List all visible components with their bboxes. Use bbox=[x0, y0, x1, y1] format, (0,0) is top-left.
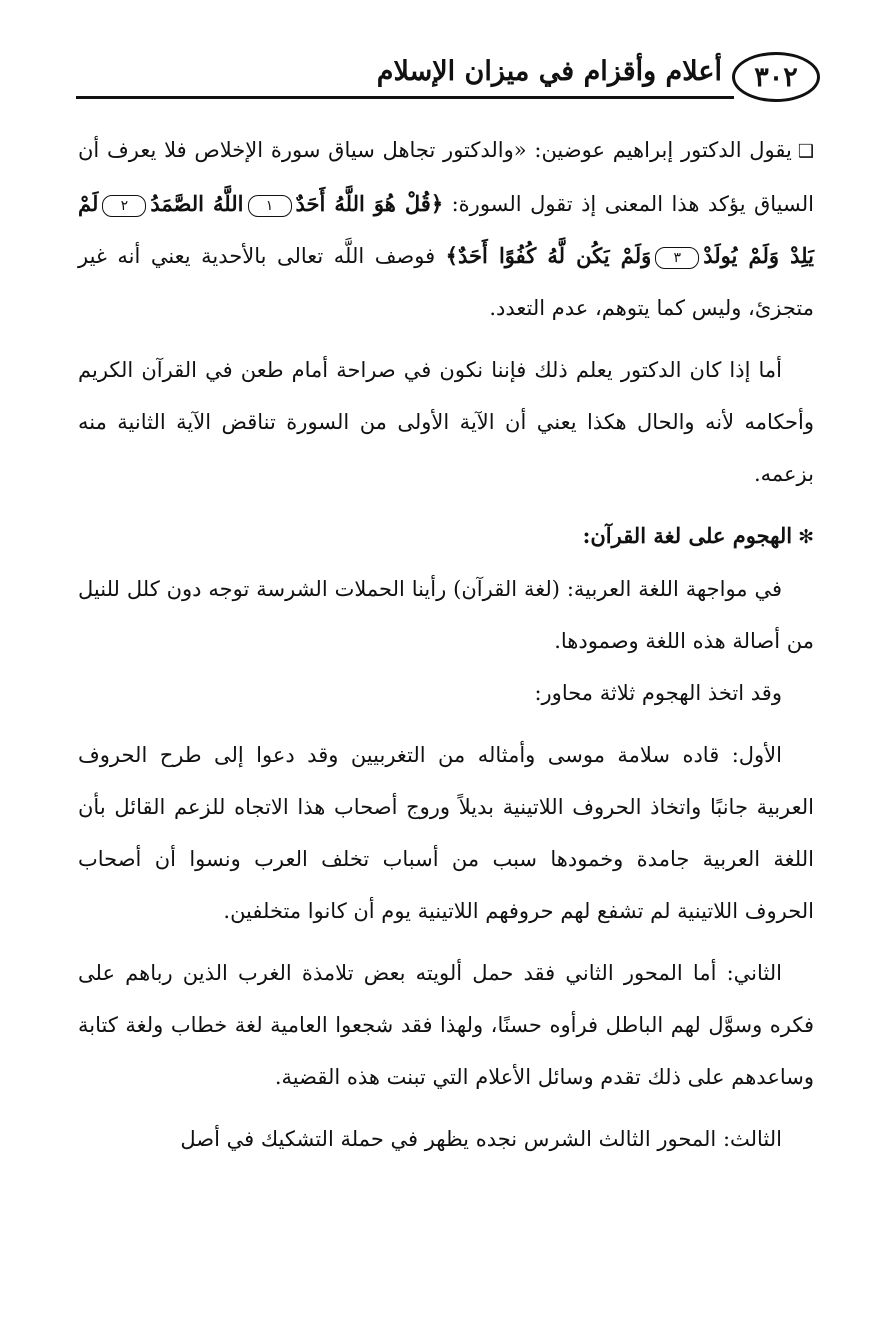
square-bullet-icon: ❑ bbox=[797, 141, 814, 162]
verse-2: اللَّهُ الصَّمَدُ bbox=[150, 191, 244, 216]
second-axis-text: أما المحور الثاني فقد حمل ألويته بعض تلامذة الغرب الذين رباهم على فكره وسوَّل لهم الباطل فرأوه حسنًا، ولهذا فقد شجعوا العامية لغة خطاب ولغة كتابة وساعدهم على ذلك تقدم وسائل الأعلام التي تبنت هذه القضية. bbox=[78, 961, 814, 1089]
third-axis-text: المحور الثالث الشرس نجده يظهر في حملة التشكيك في أصل bbox=[180, 1127, 717, 1151]
verse-number-3: ٣ bbox=[655, 247, 699, 269]
verse-number-2: ٢ bbox=[102, 195, 146, 217]
first-axis-label: الأول: bbox=[731, 743, 782, 767]
page-number: ٣٠٢ bbox=[754, 61, 798, 93]
verse-3: لَمْ يَلِدْ وَلَمْ يُولَدْ bbox=[78, 191, 814, 268]
third-axis-label: الثالث: bbox=[722, 1127, 782, 1151]
page-number-badge bbox=[732, 52, 820, 102]
verse-4: وَلَمْ يَكُن لَّهُ كُفُوًا أَحَدٌ bbox=[457, 243, 652, 268]
paragraph-second-axis bbox=[78, 947, 814, 1103]
paragraph-4: وقد اتخذ الهجوم ثلاثة محاور: bbox=[534, 681, 782, 705]
page-body bbox=[78, 124, 814, 1165]
verse-close-bracket: ﴾ bbox=[445, 243, 458, 268]
verse-1: قُلْ هُوَ اللَّهُ أَحَدٌ bbox=[295, 191, 431, 216]
section-heading-text: الهجوم على لغة القرآن: bbox=[582, 523, 793, 548]
section-heading bbox=[78, 510, 814, 563]
verse-number-1: ١ bbox=[248, 195, 292, 217]
paragraph-quote bbox=[78, 124, 814, 334]
first-axis-text: قاده سلامة موسى وأمثاله من التغربيين وقد دعوا إلى طرح الحروف العربية جانبًا واتخاذ الحروف اللاتينية بديلاً وروج أصحاب هذا الاتجاه للزعم القائل بأن اللغة العربية جامدة وخمودها سبب من أسباب تخلف العرب ونسوا أن أصحاب الحروف اللاتينية لم تشفع لهم حروفهم اللاتينية يوم أن كانوا متخلفين. bbox=[78, 743, 814, 923]
header-rule bbox=[76, 96, 734, 99]
asterisk-icon: ✻ bbox=[798, 526, 814, 548]
paragraph-3: في مواجهة اللغة العربية: (لغة القرآن) رأينا الحملات الشرسة توجه دون كلل للنيل من أصالة هذه اللغة وصمودها. bbox=[78, 577, 814, 653]
quote-intro: يقول الدكتور إبراهيم عوضين: «والدكتور تجاهل سياق سورة الإخلاص فلا يعرف أن السياق يؤكد هذا المعنى إذ تقول السورة: bbox=[78, 138, 814, 216]
second-axis-label: الثاني: bbox=[726, 961, 782, 985]
page-header bbox=[60, 52, 820, 108]
paragraph-third-axis bbox=[78, 1113, 814, 1165]
verse-open-bracket: ﴿ bbox=[430, 191, 444, 216]
paragraph-first-axis bbox=[78, 729, 814, 937]
quote-rest: فوصف اللَّه تعالى بالأحدية يعني أنه غير متجزئ، وليس كما يتوهم، عدم التعدد. bbox=[78, 244, 814, 320]
running-title: أعلام وأقزام في ميزان الإسلام bbox=[376, 56, 722, 87]
paragraph-2: أما إذا كان الدكتور يعلم ذلك فإننا نكون في صراحة أمام طعن في القرآن الكريم وأحكامه لأنه والحال هكذا يعني أن الآية الأولى من السورة تناقض الآية الثانية منه بزعمه. bbox=[78, 358, 814, 486]
